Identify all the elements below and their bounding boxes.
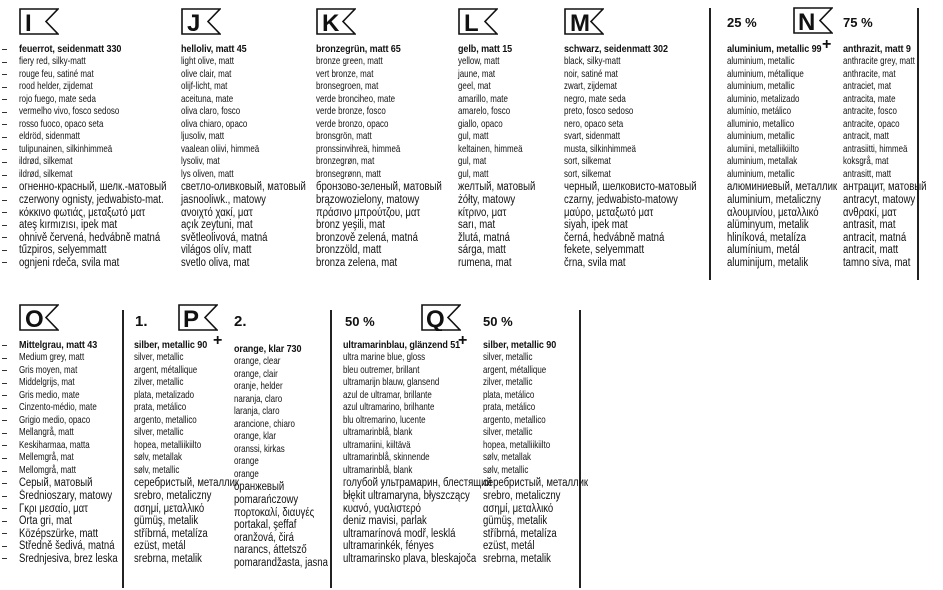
margin-tick <box>2 483 7 484</box>
pct-left: 25 % <box>727 15 757 30</box>
list-item: Średnioszary, matowy <box>19 490 113 503</box>
n-right-title: anthrazit, matt 9 <box>843 43 911 55</box>
list-item: antracit, matt <box>843 131 889 143</box>
list-item: rouge feu, satiné mat <box>19 68 94 80</box>
list-item: antrasitt, matt <box>843 168 892 180</box>
list-item: argent, métallique <box>134 364 198 376</box>
list-item: oliva claro, fosco <box>181 106 241 118</box>
list-item: ezüst, metál <box>483 540 535 553</box>
list-item: olive clair, mat <box>181 68 232 80</box>
margin-tick <box>2 137 7 138</box>
list-item: geel, mat <box>458 81 491 93</box>
plus-sign: + <box>822 36 832 53</box>
q-right-title: silber, metallic 90 <box>483 339 557 351</box>
list-item: bronz yeşili, mat <box>316 219 385 232</box>
list-item: pomarandžasta, jasna <box>234 556 328 569</box>
flag-n-letter: N <box>798 9 816 34</box>
translation-list <box>19 352 138 565</box>
list-item: ultramarinsko plava, bleskajoča <box>343 552 477 565</box>
list-item: Γκρι μεσαίο, ματ <box>19 502 88 515</box>
list-item: sølv, metallak <box>134 452 182 464</box>
list-item: bronze green, matt <box>316 56 383 67</box>
list-item: yellow, matt <box>458 56 500 67</box>
list-item: aluminium, metaliczny <box>727 194 821 207</box>
list-item: ognjeni rdeča, svila mat <box>19 256 120 269</box>
margin-tick <box>2 187 7 188</box>
translation-list <box>564 56 724 269</box>
list-item: ασημί, μεταλλικό <box>134 502 205 515</box>
list-item: fekete, selyemmatt <box>564 244 645 257</box>
list-item: olijf-licht, mat <box>181 81 228 93</box>
color-title: schwarz, seidenmatt 302 <box>564 43 668 55</box>
margin-tick <box>2 99 7 100</box>
n-left-title: aluminium, metallic 99 <box>727 43 822 55</box>
p-right-title: orange, klar 730 <box>234 343 302 355</box>
list-item: alumínium, metál <box>727 244 800 257</box>
list-item: laranja, claro <box>234 406 280 418</box>
list-item: jasnooliwk., matowy <box>181 194 266 207</box>
list-item: алюминиевый, металлик <box>727 181 838 194</box>
list-item: noir, satiné mat <box>564 68 618 80</box>
flag-m-icon <box>564 8 604 35</box>
list-item: bronzegrøn, mat <box>316 156 375 168</box>
list-item: Orta gri, mat <box>19 515 73 528</box>
list-item: portakal, şeffaf <box>234 519 297 532</box>
list-item: ultramarinblå, skinnende <box>343 452 430 464</box>
list-item: bleu outremer, brillant <box>343 364 420 376</box>
list-item: Mellangrå, matt <box>19 427 74 439</box>
margin-tick <box>2 49 7 50</box>
list-item: oranžová, čirá <box>234 531 294 544</box>
list-item: Gris moyen, mat <box>19 364 78 376</box>
margin-tick <box>2 408 7 409</box>
list-item: verde bronciheo, mate <box>316 93 396 105</box>
list-item: srebrna, metalik <box>134 552 202 565</box>
flag-letter: K <box>322 10 340 35</box>
margin-tick <box>2 558 7 559</box>
list-item: bronsgrön, matt <box>316 131 372 143</box>
list-item: ultramarínová modř, lesklá <box>343 527 456 540</box>
list-item: голубой ультрамарин, блестящий <box>343 477 492 490</box>
list-item: ildrød, silkemat <box>19 156 73 168</box>
list-item: light olive, matt <box>181 56 235 67</box>
list-item: aluminium, metallic <box>727 56 795 67</box>
color-title: bronzegrün, matt 65 <box>316 43 401 55</box>
list-item: ultramarijn blauw, glansend <box>343 377 440 389</box>
margin-tick <box>2 175 7 176</box>
list-item: alumínio, metálico <box>727 106 792 118</box>
list-item: anthracite grey, matt <box>843 56 915 67</box>
list-item: negro, mate seda <box>564 93 626 105</box>
list-item: Středně šedivá, matná <box>19 540 115 553</box>
list-item: aluminium, metallic <box>727 81 795 93</box>
list-item: серебристый, металлик <box>483 477 589 490</box>
list-item: antracite, opaco <box>843 118 900 130</box>
flag-p-letter: P <box>183 306 200 331</box>
list-item: azul de ultramar, brillante <box>343 389 432 401</box>
list-item: Srednjesiva, brez leska <box>19 552 118 565</box>
list-item: deniz mavisi, parlak <box>343 515 427 528</box>
list-item: sarı, mat <box>458 219 496 232</box>
list-item: vaalean oliivi, himmeä <box>181 143 260 155</box>
list-item: gümüş, metalik <box>483 515 548 528</box>
list-item: czarny, jedwabisto-matowy <box>564 194 678 207</box>
list-item: hopea, metalliikiilto <box>134 439 202 451</box>
list-item: lys oliven, matt <box>181 168 234 180</box>
list-item: ultramariini, kiiltävä <box>343 439 411 451</box>
list-item: pomarańczowy <box>234 494 299 507</box>
margin-tick <box>2 395 7 396</box>
flag-letter: I <box>25 10 32 35</box>
list-item: plata, metálico <box>483 389 535 401</box>
flag-letter: O <box>25 306 44 331</box>
margin-tick <box>2 345 7 346</box>
list-item: lysoliv, mat <box>181 156 220 168</box>
list-item: gul, matt <box>458 168 489 180</box>
list-item: amarillo, mate <box>458 93 508 105</box>
list-item: narancs, áttetsző <box>234 544 307 557</box>
list-item: světleolivová, matná <box>181 231 268 244</box>
list-item: argent, métallique <box>483 364 547 376</box>
list-item: rood helder, zijdemat <box>19 81 93 93</box>
margin-tick <box>2 212 7 213</box>
list-item: açık zeytuni, mat <box>181 219 253 232</box>
list-item: aluminijum, metalik <box>727 256 809 269</box>
list-item: bronzově zelená, matná <box>316 231 418 244</box>
list-item: argento, metallico <box>483 414 546 426</box>
list-item: giallo, opaco <box>458 118 503 130</box>
list-item: siyah, ipek mat <box>564 219 628 232</box>
list-item: orange <box>234 468 259 480</box>
list-item: aluminium, metallic <box>727 131 795 143</box>
list-item: srebro, metaliczny <box>134 490 212 503</box>
list-item: naranja, claro <box>234 393 283 405</box>
list-item: κίτρινο, ματ <box>458 206 507 219</box>
list-item: prata, metálico <box>483 402 536 414</box>
margin-tick <box>2 250 7 251</box>
plus-sign: + <box>458 332 468 349</box>
list-item: antrasiitti, himmeä <box>843 143 908 155</box>
n-left-list <box>727 56 860 269</box>
flag-n-icon <box>793 7 833 34</box>
list-item: azul ultramarino, brilhante <box>343 402 435 414</box>
list-item: amarelo, fosco <box>458 106 511 118</box>
flag-k-icon <box>316 8 356 35</box>
list-item: keltainen, himmeä <box>458 143 523 155</box>
list-item: ανθρακί, ματ <box>843 206 897 219</box>
list-item: бронзово-зеленый, матовый <box>316 181 442 194</box>
list-item: огненно-красный, шелк.-матовый <box>19 181 167 194</box>
pct-left: 50 % <box>345 314 375 329</box>
list-item: gul, matt <box>458 131 489 143</box>
list-item: żółty, matowy <box>458 194 516 207</box>
list-item: stříbrná, metalíza <box>483 527 557 540</box>
list-item: stříbrná, metalíza <box>134 527 208 540</box>
margin-tick <box>2 471 7 472</box>
list-item: oliva chiaro, opaco <box>181 118 248 130</box>
margin-tick <box>2 62 7 63</box>
list-item: antracite, fosco <box>843 106 897 118</box>
list-item: svart, sidenmatt <box>564 131 621 143</box>
flag-q-icon <box>421 304 461 331</box>
list-item: rojo fuego, mate seda <box>19 93 96 105</box>
list-item: ultramarinkék, fényes <box>343 540 434 553</box>
list-item: argento, metallico <box>134 414 197 426</box>
list-item: antracit, matt <box>843 244 899 257</box>
margin-tick <box>2 87 7 88</box>
list-item: silver, metallic <box>483 427 533 439</box>
list-item: antracit, matná <box>843 231 907 244</box>
margin-tick <box>2 124 7 125</box>
flag-letter: J <box>187 10 201 35</box>
list-item: srebrna, metalik <box>483 552 551 565</box>
list-item: czerwony ognisty, jedwabisto-mat. <box>19 194 164 207</box>
list-item: jaune, mat <box>458 68 496 80</box>
list-item: ateş kırmızısı, ipek mat <box>19 219 118 232</box>
flag-o-icon <box>19 304 59 331</box>
margin-tick <box>2 546 7 547</box>
list-item: bronza zelena, mat <box>316 256 398 269</box>
q-left-title: ultramarinblau, glänzend 51 <box>343 339 461 351</box>
margin-tick <box>2 383 7 384</box>
list-item: silver, metallic <box>134 427 184 439</box>
list-item: Middelgrijs, mat <box>19 377 75 389</box>
list-item: ezüst, metál <box>134 540 186 553</box>
list-item: világos olív, matt <box>181 244 252 257</box>
list-item: orange <box>234 456 259 468</box>
list-item: sølv, metallic <box>134 464 180 476</box>
list-item: aluminio, metalizado <box>727 93 800 105</box>
translation-list <box>458 56 551 269</box>
list-item: orange, clear <box>234 356 281 367</box>
list-item: černá, hedvábně matná <box>564 231 665 244</box>
list-item: ildrød, silkemat <box>19 168 73 180</box>
list-item: aluminium, metallic <box>727 168 795 180</box>
list-item: brązowozielony, matowy <box>316 194 420 207</box>
margin-tick <box>2 112 7 113</box>
n-right-list <box>843 56 943 269</box>
list-item: bronzzöld, matt <box>316 244 382 257</box>
list-item: оранжевый <box>234 481 285 494</box>
list-item: αλουμινίου, μεταλλικό <box>727 206 819 219</box>
list-item: arancione, chiaro <box>234 418 295 430</box>
list-item: antracita, mate <box>843 93 896 105</box>
list-item: alluminio, metallico <box>727 118 795 130</box>
q-right-list <box>483 352 610 565</box>
margin-tick <box>2 370 7 371</box>
margin-tick <box>2 433 7 434</box>
list-item: bronsegrønn, matt <box>316 168 381 180</box>
list-item: pronssinvihreä, himmeä <box>316 143 401 155</box>
list-item: vert bronze, mat <box>316 68 374 80</box>
list-item: sort, silkemat <box>564 156 611 168</box>
list-item: πορτοκαλί, διαυγές <box>234 506 315 519</box>
list-item: črna, svila mat <box>564 256 626 269</box>
list-item: ljusoliv, matt <box>181 131 225 143</box>
list-item: hopea, metalliikiilto <box>483 439 551 451</box>
list-item: aluminium, métallique <box>727 68 804 80</box>
list-item: черный, шелковисто-матовый <box>564 181 697 194</box>
list-item: koksgrå, mat <box>843 156 889 168</box>
list-item: желтый, матовый <box>458 181 536 194</box>
list-item: silver, metallic <box>483 352 533 363</box>
margin-tick <box>2 74 7 75</box>
list-item: prata, metálico <box>134 402 187 414</box>
list-item: Gris medio, mate <box>19 389 80 401</box>
margin-tick <box>2 508 7 509</box>
list-item: κυανό, γυαλιστερό <box>343 502 421 515</box>
pct-right: 50 % <box>483 314 513 329</box>
list-item: светло-оливковый, матовый <box>181 181 306 194</box>
flag-l-icon <box>458 8 498 35</box>
margin-tick <box>2 458 7 459</box>
flag-q-letter: Q <box>426 306 445 331</box>
num-right: 2. <box>234 313 247 330</box>
list-item: svetlo oliva, mat <box>181 256 250 269</box>
list-item: κόκκινο φωτιάς, μεταξωτό ματ <box>19 206 146 219</box>
list-item: verde bronze, fosco <box>316 106 386 118</box>
list-item: oranje, helder <box>234 381 283 393</box>
list-item: eldröd, sidenmatt <box>19 131 80 143</box>
flag-i-icon <box>19 8 59 35</box>
list-item: antrasit, mat <box>843 219 896 232</box>
list-item: blu oltremarino, lucente <box>343 414 426 426</box>
flag-letter: L <box>464 10 479 35</box>
margin-tick <box>2 225 7 226</box>
flag-letter: M <box>570 10 590 35</box>
list-item: gul, mat <box>458 156 487 168</box>
list-item: alumiini, metalliikiilto <box>727 143 799 155</box>
list-item: aceituna, mate <box>181 93 234 105</box>
list-item: ultramarinblå, blank <box>343 427 413 439</box>
list-item: alüminyum, metalik <box>727 219 809 232</box>
list-item: bronsegroen, mat <box>316 81 379 93</box>
margin-tick <box>2 533 7 534</box>
list-item: rosso fuoco, opaco seta <box>19 118 104 130</box>
plus-sign: + <box>213 332 223 349</box>
list-item: ασημί, μεταλλικό <box>483 502 554 515</box>
list-item: ultra marine blue, gloss <box>343 352 426 363</box>
flag-p-icon <box>178 304 218 331</box>
list-item: rumena, mat <box>458 256 512 269</box>
list-item: μαύρο, μεταξωτό ματ <box>564 206 654 219</box>
list-item: tamno siva, mat <box>843 256 911 269</box>
list-item: plata, metalizado <box>134 389 195 401</box>
margin-tick <box>2 237 7 238</box>
margin-tick <box>2 200 7 201</box>
list-item: tűzpiros, selyemmatt <box>19 244 107 257</box>
list-item: verde bronzo, opaco <box>316 118 389 130</box>
list-item: vermelho vivo, fosco sedoso <box>19 106 120 118</box>
margin-tick <box>2 420 7 421</box>
list-item: fiery red, silky-matt <box>19 56 86 67</box>
list-item: musta, silkinhimmeä <box>564 143 636 155</box>
translation-list <box>19 56 197 269</box>
list-item: antraciet, mat <box>843 81 892 93</box>
pct-right: 75 % <box>843 15 873 30</box>
list-item: preto, fosco sedoso <box>564 106 634 118</box>
list-item: anthracite, mat <box>843 68 896 80</box>
margin-tick <box>2 262 7 263</box>
list-item: zilver, metallic <box>483 377 533 389</box>
list-item: gümüş, metalik <box>134 515 199 528</box>
list-item: Серый, матовый <box>19 477 93 490</box>
p-right-list <box>234 356 347 569</box>
list-item: антрацит, матовый <box>843 181 927 194</box>
color-title: gelb, matt 15 <box>458 43 513 55</box>
list-item: Középszürke, matt <box>19 527 99 540</box>
margin-tick <box>2 445 7 446</box>
margin-tick <box>2 162 7 163</box>
color-title: helloliv, matt 45 <box>181 43 247 55</box>
margin-tick <box>2 521 7 522</box>
list-item: orange, clair <box>234 368 278 380</box>
list-item: sort, silkemat <box>564 168 611 180</box>
list-item: black, silky-matt <box>564 56 621 67</box>
color-title: feuerrot, seidenmatt 330 <box>19 43 122 55</box>
list-item: Grigio medio, opaco <box>19 414 91 426</box>
p-left-title: silber, metallic 90 <box>134 339 208 351</box>
list-item: sárga, matt <box>458 244 506 257</box>
list-item: srebro, metaliczny <box>483 490 561 503</box>
list-item: błękit ultramaryna, błyszczący <box>343 490 470 503</box>
list-item: sølv, metallic <box>483 464 529 476</box>
margin-tick <box>2 496 7 497</box>
margin-tick <box>2 358 7 359</box>
list-item: Cinzento-médio, mate <box>19 402 97 414</box>
list-item: Mellemgrå, mat <box>19 452 74 464</box>
list-item: ohnivě červená, hedvábně matná <box>19 231 161 244</box>
translation-list <box>181 56 331 269</box>
list-item: zwart, zijdemat <box>564 81 617 93</box>
list-item: aluminium, metallak <box>727 156 798 168</box>
list-item: nero, opaco seta <box>564 118 624 130</box>
list-item: sølv, metallak <box>483 452 531 464</box>
list-item: Mellomgrå, matt <box>19 464 76 476</box>
list-item: oranssi, kirkas <box>234 443 285 455</box>
list-item: hliníková, metalíza <box>727 231 807 244</box>
list-item: silver, metallic <box>134 352 184 363</box>
list-item: antracyt, matowy <box>843 194 916 207</box>
list-item: Medium grey, matt <box>19 352 85 363</box>
list-item: tulipunainen, silkinhimmeä <box>19 143 113 155</box>
num-left: 1. <box>135 313 148 330</box>
list-item: orange, klar <box>234 431 276 443</box>
list-item: серебристый, металлик <box>134 477 240 490</box>
color-title: Mittelgrau, matt 43 <box>19 339 98 351</box>
flag-j-icon <box>181 8 221 35</box>
list-item: ultramarinblå, blank <box>343 464 413 476</box>
list-item: žlutá, matná <box>458 231 511 244</box>
list-item: Keskiharmaa, matta <box>19 439 90 451</box>
list-item: ανοιχτό χακί, ματ <box>181 206 253 219</box>
margin-tick <box>2 149 7 150</box>
list-item: zilver, metallic <box>134 377 184 389</box>
translation-list <box>316 56 468 269</box>
list-item: πράσινο μπρούτζου, ματ <box>316 206 421 219</box>
